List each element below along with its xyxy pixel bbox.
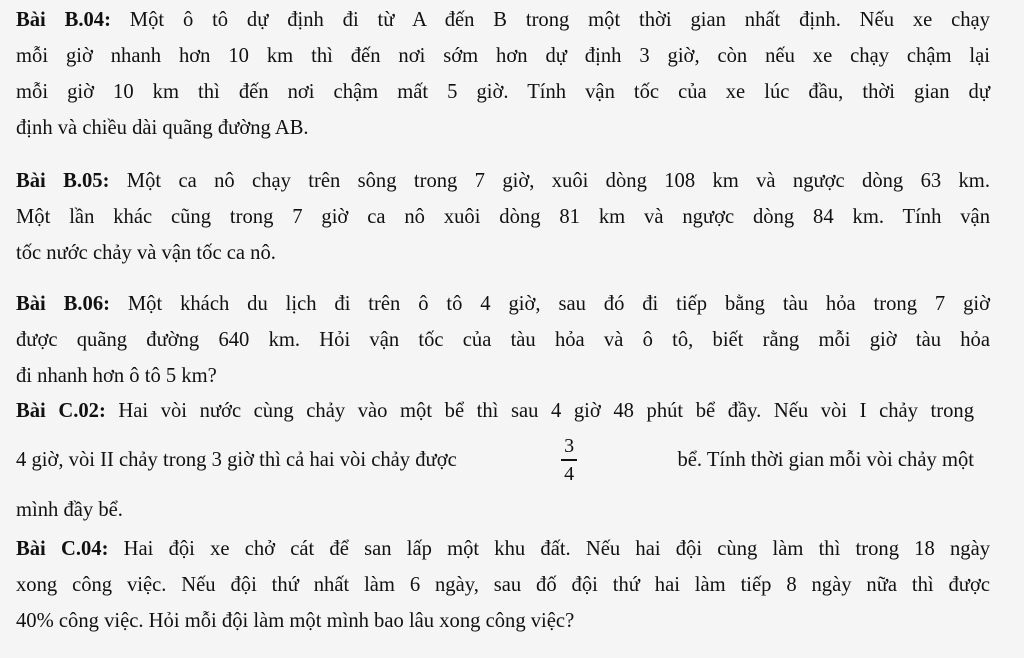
problem-text: 4 giờ, vòi II chảy trong 3 giờ thì cả hai vòi chảy được bbox=[16, 449, 457, 471]
problem-text: bể. Tính thời gian mỗi vòi chảy một bbox=[677, 449, 974, 471]
problem-c04 bbox=[16, 531, 990, 639]
fraction-denominator: 4 bbox=[564, 462, 575, 485]
problem-line: Một lần khác cũng trong 7 giờ ca nô xuôi dòng 81 km và ngược dòng 84 km. Tính vận bbox=[16, 206, 990, 228]
fraction-numerator: 3 bbox=[564, 435, 575, 458]
problem-line: 40% công việc. Hỏi mỗi đội làm một mình bao lâu xong công việc? bbox=[16, 610, 575, 632]
problem-line bbox=[16, 163, 990, 199]
problem-b04 bbox=[16, 2, 990, 146]
problem-line: xong công việc. Nếu đội thứ nhất làm 6 ngày, sau đố đội thứ hai làm tiếp 8 ngày nữa thì được bbox=[16, 574, 990, 596]
problem-label: Bài B.04: bbox=[16, 9, 111, 31]
problem-b05 bbox=[16, 163, 990, 271]
problem-text: Một ca nô chạy trên sông trong 7 giờ, xuôi dòng 108 km và ngược dòng 63 km. bbox=[109, 170, 990, 192]
problem-b06 bbox=[16, 286, 990, 394]
problem-text: Một ô tô dự định đi từ A đến B trong một thời gian nhất định. Nếu xe chạy bbox=[110, 9, 990, 31]
problem-line: được quãng đường 640 km. Hỏi vận tốc của tàu hỏa và ô tô, biết rằng mỗi giờ tàu hỏa bbox=[16, 329, 990, 351]
problem-text: Hai vòi nước cùng chảy vào một bể thì sau 4 giờ 48 phút bể đầy. Nếu vòi I chảy trong bbox=[105, 400, 975, 422]
problem-line: mỗi giờ 10 km thì đến nơi chậm mất 5 giờ. Tính vận tốc của xe lúc đầu, thời gian dự bbox=[16, 81, 990, 103]
problem-line: đi nhanh hơn ô tô 5 km? bbox=[16, 365, 217, 387]
problem-line: tốc nước chảy và vận tốc ca nô. bbox=[16, 242, 276, 264]
problem-line bbox=[16, 393, 974, 429]
fraction-bar bbox=[561, 459, 577, 461]
problem-line: định và chiều dài quãng đường AB. bbox=[16, 117, 309, 139]
problem-line bbox=[16, 2, 990, 38]
problem-line bbox=[16, 531, 990, 567]
problem-label: Bài B.06: bbox=[16, 293, 110, 315]
problem-line bbox=[16, 286, 990, 322]
problem-label: Bài B.05: bbox=[16, 170, 110, 192]
fraction bbox=[561, 436, 577, 484]
problem-label: Bài C.04: bbox=[16, 538, 109, 560]
problem-line: mỗi giờ nhanh hơn 10 km thì đến nơi sớm hơn dự định 3 giờ, còn nếu xe chạy chậm lại bbox=[16, 45, 990, 67]
problem-line bbox=[16, 434, 974, 486]
problem-text: Một khách du lịch đi trên ô tô 4 giờ, sau đó đi tiếp bằng tàu hỏa trong 7 giờ bbox=[109, 293, 990, 315]
problem-label: Bài C.02: bbox=[16, 400, 106, 422]
problem-line: mình đầy bể. bbox=[16, 499, 123, 521]
problem-text: Hai đội xe chở cát để san lấp một khu đất. Nếu hai đội cùng làm thì trong 18 ngày bbox=[108, 538, 991, 560]
